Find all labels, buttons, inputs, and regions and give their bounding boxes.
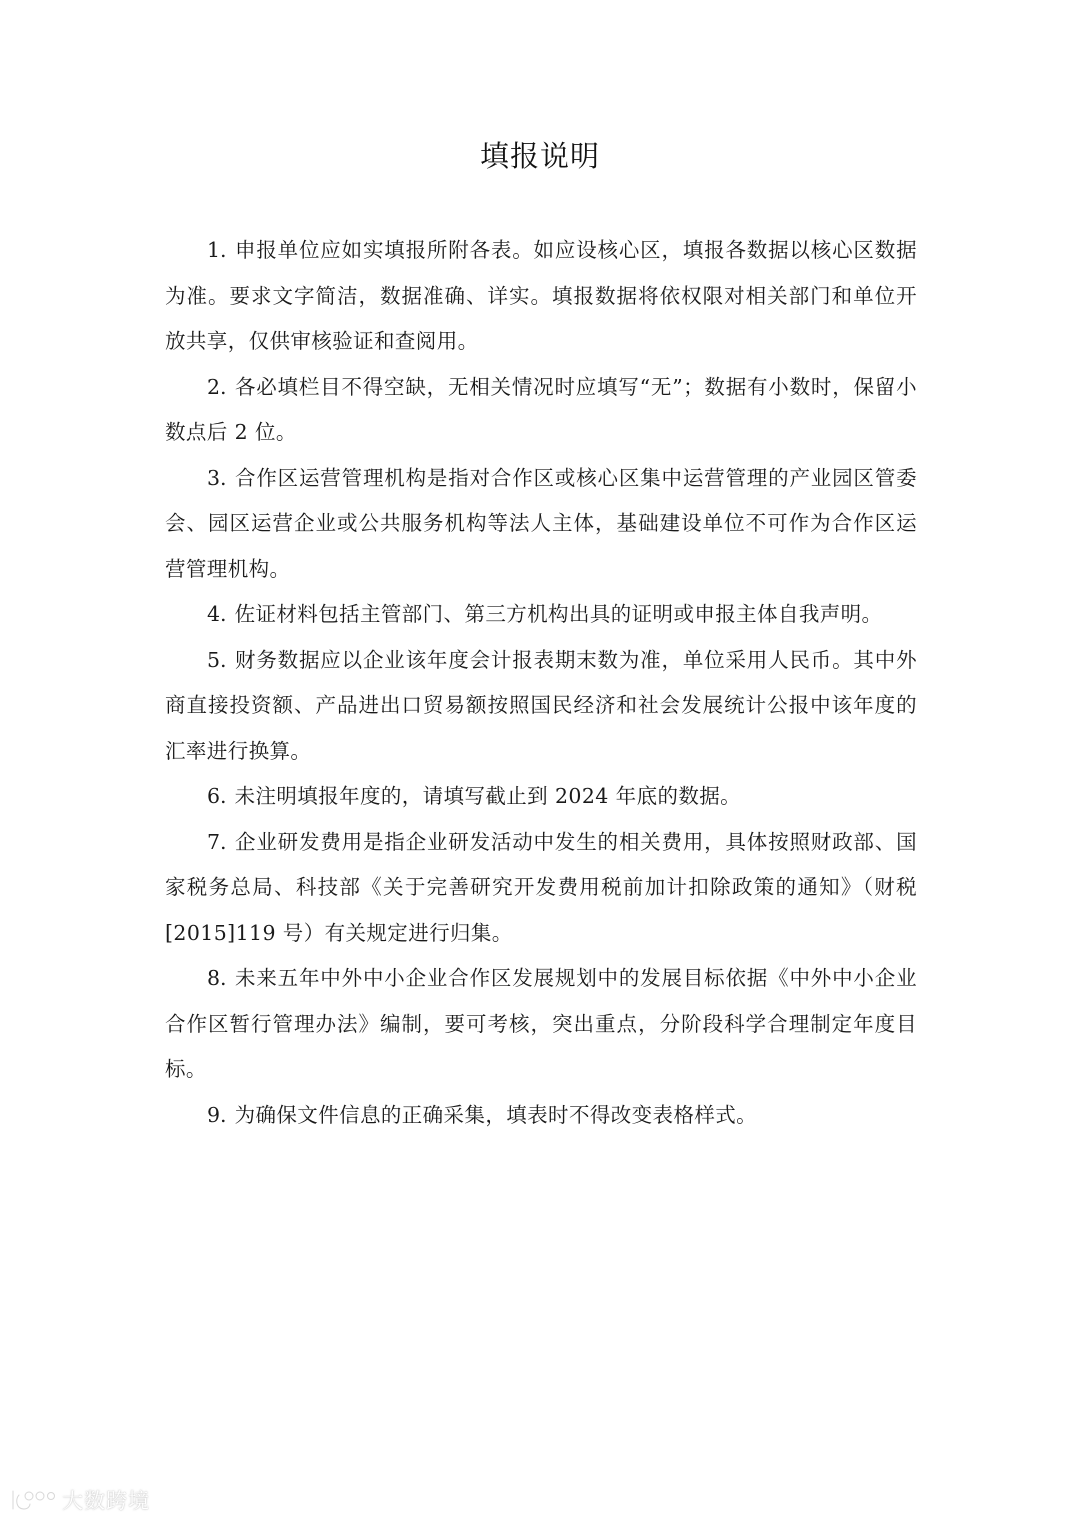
item-number: 1. — [207, 238, 227, 262]
item-number: 9. — [207, 1102, 227, 1127]
instruction-item-7 — [165, 820, 917, 957]
watermark — [8, 1485, 150, 1515]
page-title: 填报说明 — [479, 139, 600, 173]
item-number: 7. — [207, 829, 227, 854]
instruction-item-9 — [165, 1093, 917, 1139]
instruction-item-8 — [165, 956, 917, 1093]
instruction-item-5 — [165, 638, 917, 775]
item-text: 企业研发费用是指企业研发活动中发生的相关费用，具体按照财政部、国家税务总局、科技部《关于完善研究开发费用税前加计扣除政策的通知》（财税[2015]119 号）有关规定进行归集。 — [165, 829, 917, 945]
item-text: 为确保文件信息的正确采集，填表时不得改变表格样式。 — [234, 1102, 758, 1127]
instruction-item-6 — [165, 774, 917, 820]
instruction-item-3 — [165, 456, 917, 593]
item-text: 佐证材料包括主管部门、第三方机构出具的证明或申报主体自我声明。 — [234, 602, 883, 626]
item-text: 财务数据应以企业该年度会计报表期末数为准，单位采用人民币。其中外商直接投资额、产品进出口贸易额按照国民经济和社会发展统计公报中该年度的汇率进行换算。 — [165, 647, 917, 763]
item-number: 3. — [207, 465, 227, 490]
watermark-text: 大数跨境 — [62, 1489, 150, 1513]
1688-logo-icon — [8, 1487, 56, 1513]
instruction-item-4 — [165, 592, 917, 638]
item-text: 合作区运营管理机构是指对合作区或核心区集中运营管理的产业园区管委会、园区运营企业或公共服务机构等法人主体，基础建设单位不可作为合作区运营管理机构。 — [165, 465, 917, 581]
item-number: 5. — [207, 647, 227, 672]
instruction-item-1 — [165, 228, 917, 365]
instructions-body — [165, 228, 917, 1138]
item-number: 2. — [207, 374, 227, 399]
item-text: 未来五年中外中小企业合作区发展规划中的发展目标依据《中外中小企业合作区暂行管理办法》编制，要可考核，突出重点，分阶段科学合理制定年度目标。 — [165, 966, 917, 1081]
item-number: 4. — [207, 602, 227, 626]
item-text: 各必填栏目不得空缺，无相关情况时应填写“无”；数据有小数时，保留小数点后 2 位。 — [165, 374, 917, 444]
item-number: 8. — [207, 966, 227, 990]
item-text: 未注明填报年度的，请填写截止到 2024 年底的数据。 — [234, 784, 742, 808]
item-text: 申报单位应如实填报所附各表。如应设核心区，填报各数据以核心区数据为准。要求文字简洁，数据准确、详实。填报数据将依权限对相关部门和单位开放共享，仅供审核验证和查阅用。 — [165, 238, 917, 353]
instruction-item-2 — [165, 365, 917, 456]
item-number: 6. — [207, 784, 227, 808]
